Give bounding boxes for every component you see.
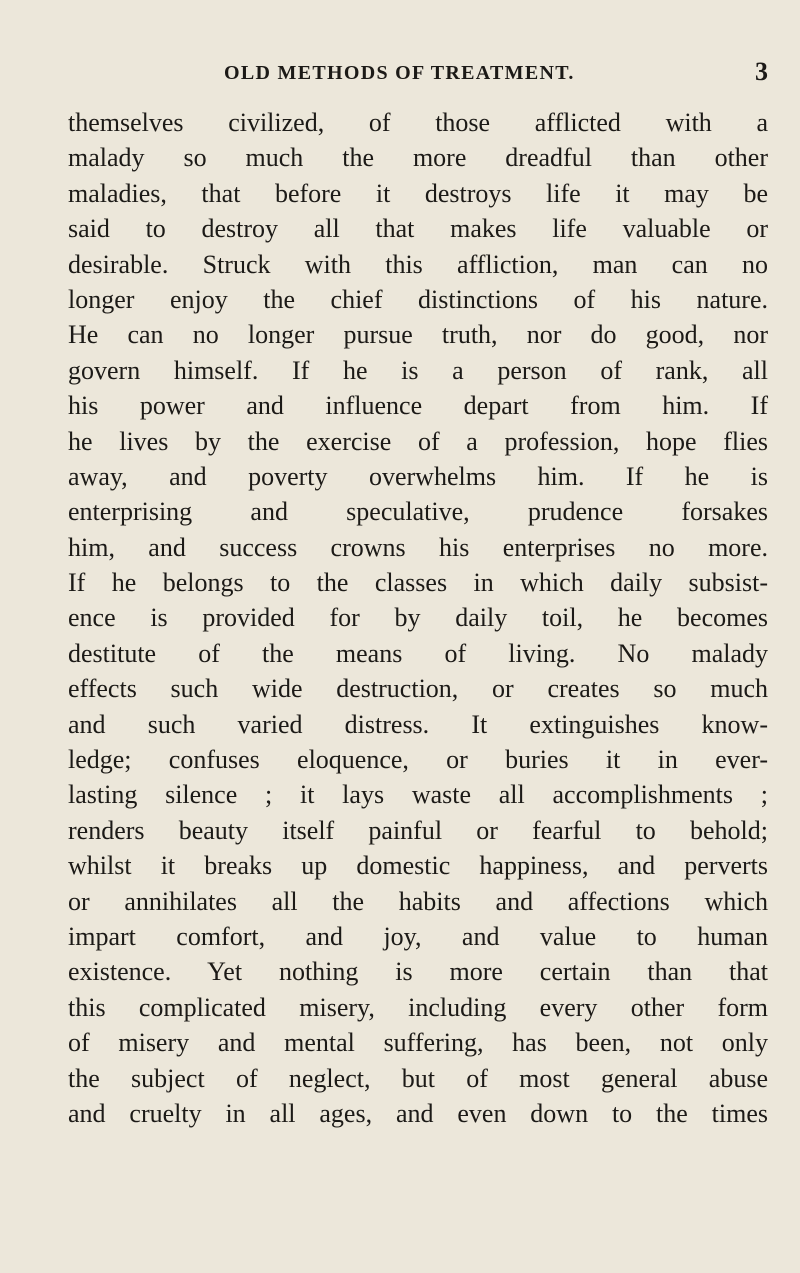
text-line: enterprising and speculative, prudence forsakes: [68, 497, 768, 527]
text-line: impart comfort, and joy, and value to human: [68, 921, 768, 951]
text-line: He can no longer pursue truth, nor do good, nor: [68, 320, 768, 350]
text-line: malady so much the more dreadful than other: [68, 143, 768, 173]
text-line: of misery and mental suffering, has been, not only: [68, 1028, 768, 1058]
text-line: his power and influence depart from him. If: [68, 391, 768, 421]
text-line: the subject of neglect, but of most general abuse: [68, 1063, 768, 1093]
page-number: 3: [755, 57, 768, 86]
text-line: or annihilates all the habits and affections which: [68, 886, 768, 916]
text-line: this complicated misery, including every other form: [68, 992, 768, 1022]
text-line: him, and success crowns his enterprises no more.: [68, 532, 768, 562]
text-line: If he belongs to the classes in which daily subsist-: [68, 568, 768, 598]
text-line: whilst it breaks up domestic happiness, and perverts: [68, 851, 768, 881]
text-line: maladies, that before it destroys life it may be: [68, 178, 768, 208]
text-line: govern himself. If he is a person of rank, all: [68, 355, 768, 385]
text-line: longer enjoy the chief distinctions of his nature.: [68, 284, 768, 314]
running-title: OLD METHODS OF TREATMENT.: [224, 62, 575, 84]
body-text: [68, 105, 768, 1131]
text-line: destitute of the means of living. No malady: [68, 638, 768, 668]
text-line: and such varied distress. It extinguishes know-: [68, 709, 768, 739]
text-line: ledge; confuses eloquence, or buries it in ever-: [68, 745, 768, 775]
text-line: lasting silence ; it lays waste all accomplishments ;: [68, 780, 768, 810]
text-line: existence. Yet nothing is more certain than that: [68, 957, 768, 987]
text-line: said to destroy all that makes life valuable or: [68, 214, 768, 244]
text-line: ence is provided for by daily toil, he becomes: [68, 603, 768, 633]
text-line: renders beauty itself painful or fearful to behold;: [68, 815, 768, 845]
text-line: and cruelty in all ages, and even down to the times: [68, 1098, 768, 1128]
text-line: he lives by the exercise of a profession, hope flies: [68, 426, 768, 456]
text-line: themselves civilized, of those afflicted with a: [68, 108, 768, 137]
text-line: effects such wide destruction, or creates so much: [68, 674, 768, 704]
text-line: desirable. Struck with this affliction, man can no: [68, 249, 768, 279]
running-head: [68, 58, 768, 88]
text-line: away, and poverty overwhelms him. If he is: [68, 461, 768, 491]
